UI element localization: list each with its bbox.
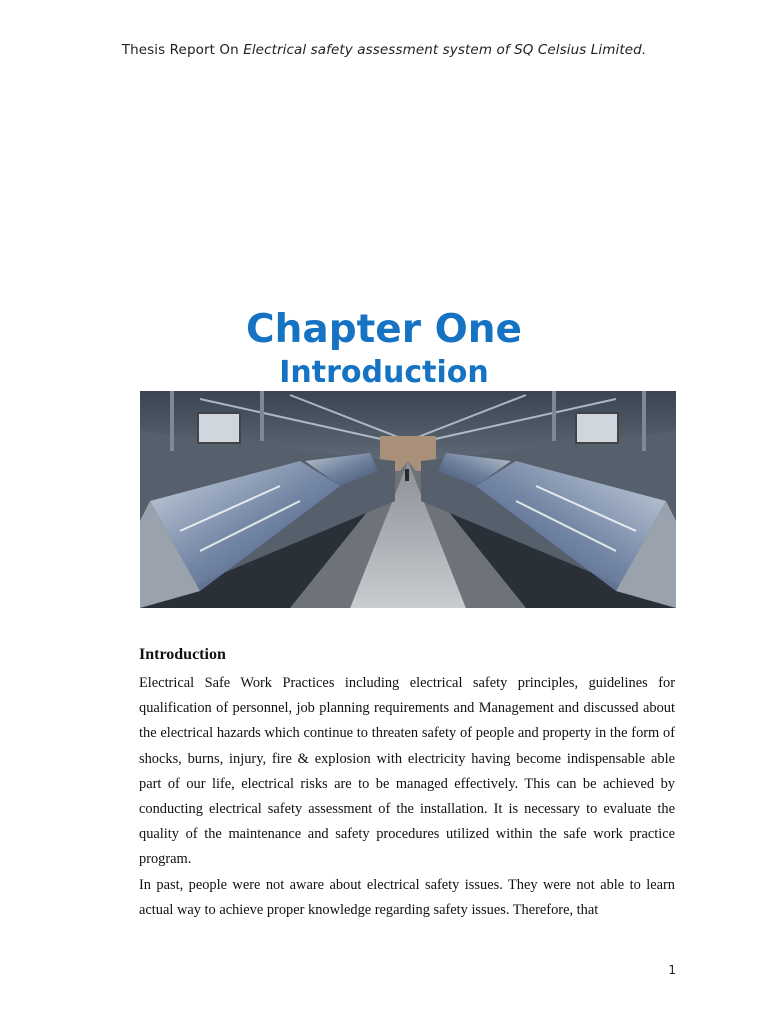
chapter-subtitle: Introduction <box>279 355 489 390</box>
chapter-title: Chapter One <box>246 307 522 352</box>
page-header <box>0 42 768 58</box>
section-heading: Introduction <box>139 646 226 663</box>
paragraph: In past, people were not aware about electrical safety issues. They were not able to learn actual way to achieve proper knowledge regarding safety issues. Therefore, that <box>139 876 675 918</box>
page-number: 1 <box>668 963 676 977</box>
header-thesis-title: Electrical safety assessment system of SQ Celsius Limited. <box>243 42 647 58</box>
header-prefix: Thesis Report On <box>121 42 244 58</box>
factory-floor-photo <box>140 391 676 608</box>
paragraph: Electrical Safe Work Practices including electrical safety principles, guidelines for qualification of personnel, job planning requirements and Management and discussed about the electrical hazards which continue to threaten safety of people and property in the form of shocks, burns, injury, fire & explosion with electricity having become indispensable able part of our life, electrical risks are to be managed effectively. This can be achieved by conducting electrical safety assessment of the installation. It is necessary to evaluate the quality of the maintenance and safety procedures utilized within the safe work practice program. <box>139 675 675 868</box>
body-text <box>139 671 675 923</box>
